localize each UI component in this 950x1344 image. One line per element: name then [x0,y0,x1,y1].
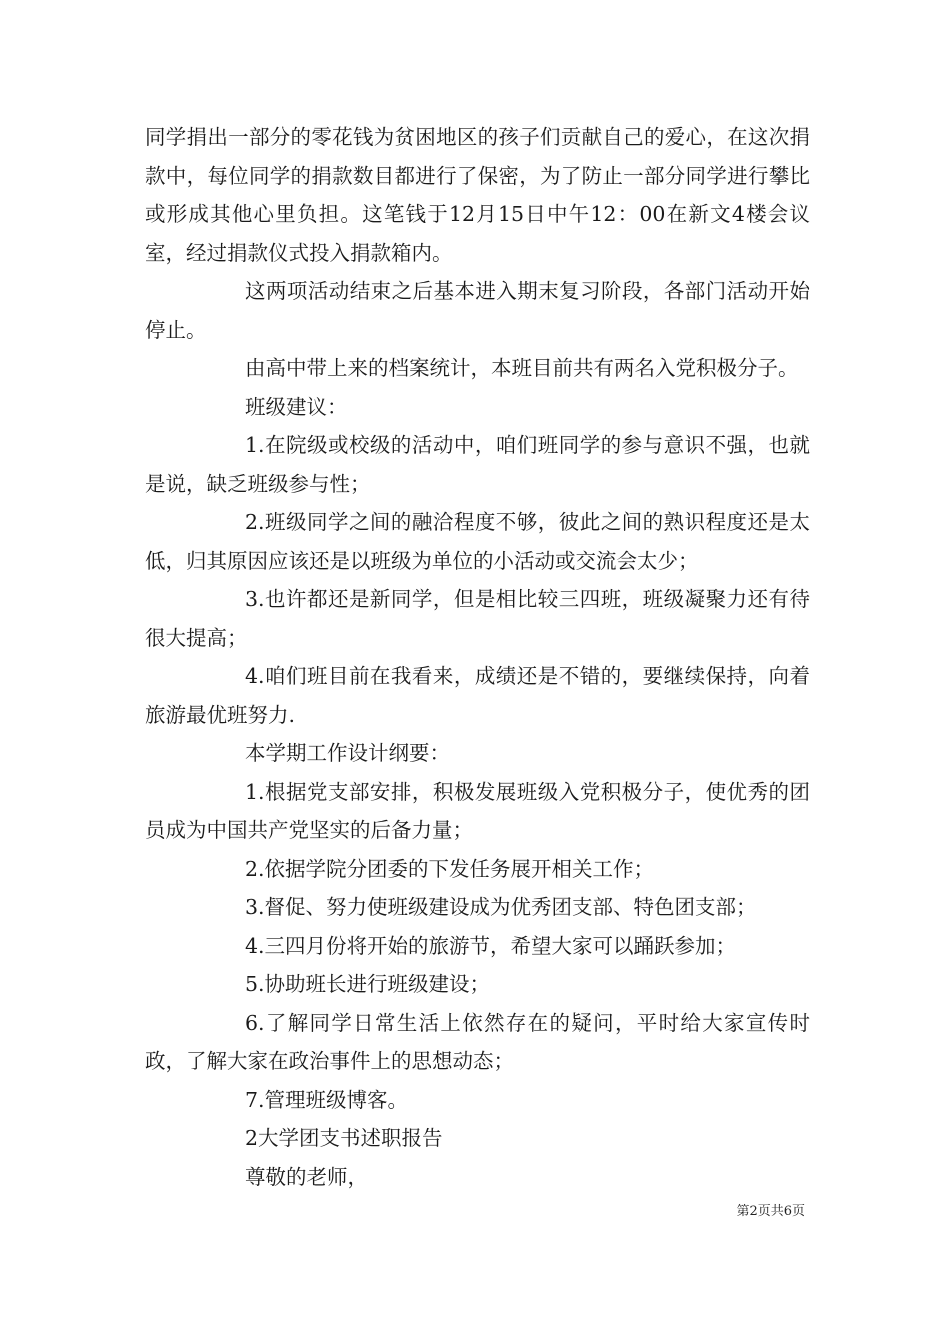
section-heading-class-suggestions: 班级建议： [245,394,348,419]
suggestion-item-3: 3.也许都还是新同学，但是相比较三四班，班级凝聚力还有待很大提高； [145,587,810,650]
paragraph-3: 由高中带上来的档案统计，本班目前共有两名入党积极分子。 [245,356,799,380]
outline-item-1: 1.根据党支部安排，积极发展班级入党积极分子，使优秀的团员成为中国共产党坚实的后备力量； [145,779,810,842]
outline-item-2: 2.依据学院分团委的下发任务展开相关工作； [245,856,655,881]
paragraph-2: 这两项活动结束之后基本进入期末复习阶段，各部门活动开始停止。 [145,279,810,342]
report-title: 2大学团支书述职报告 [245,1126,443,1150]
suggestion-item-2: 2.班级同学之间的融洽程度不够，彼此之间的熟识程度还是太低，归其原因应该还是以班级为单位的小活动或交流会太少； [145,510,810,573]
outline-item-7: 7.管理班级博客。 [245,1087,409,1112]
outline-item-6: 6.了解同学日常生活上依然存在的疑问，平时给大家宣传时政，了解大家在政治事件上的思想动态； [145,1010,810,1073]
outline-item-5: 5.协助班长进行班级建设； [245,972,491,996]
outline-item-4: 4.三四月份将开始的旅游节，希望大家可以踊跃参加； [245,933,737,958]
outline-item-3: 3.督促、努力使班级建设成为优秀团支部、特色团支部； [245,895,757,919]
section-heading-work-outline: 本学期工作设计纲要： [245,741,450,765]
suggestion-item-1: 1.在院级或校级的活动中，咱们班同学的参与意识不强，也就是说，缺乏班级参与性； [145,433,810,496]
salutation: 尊敬的老师， [245,1164,368,1189]
suggestion-item-4: 4.咱们班目前在我看来，成绩还是不错的，要继续保持，向着旅游最优班努力. [145,664,810,727]
page-number-footer: 第2页共6页 [736,1204,805,1219]
document-body [145,118,810,1196]
paragraph-1: 同学捐出一部分的零花钱为贫困地区的孩子们贡献自己的爱心，在这次捐款中，每位同学的捐款数目都进行了保密，为了防止一部分同学进行攀比或形成其他心里负担。这笔钱于12月15日中午12：00在新文4楼会议室，经过捐款仪式投入捐款箱内。 [145,125,810,265]
